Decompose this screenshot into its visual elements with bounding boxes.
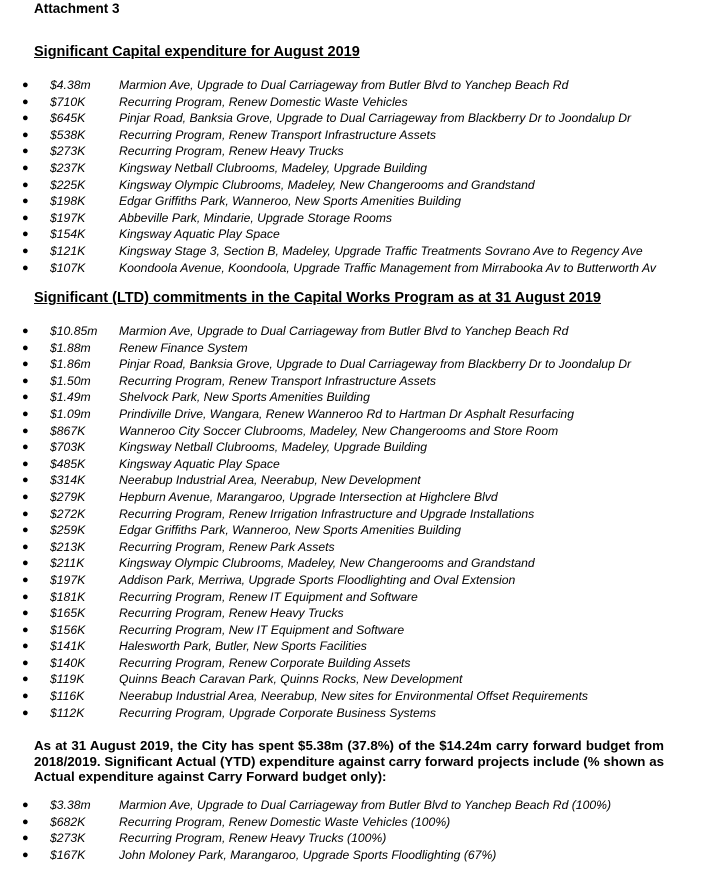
bullet-icon: • ●	[22, 540, 29, 553]
list-item	[0, 323, 705, 340]
bullet-icon: • ●	[22, 607, 29, 620]
bullet-icon: • ●	[22, 145, 29, 158]
list-item	[0, 160, 705, 177]
bullet-icon: • ●	[22, 325, 29, 337]
item-amount: $279K	[50, 489, 86, 504]
item-amount: $140K	[50, 655, 86, 670]
bullet-icon: • ●	[22, 524, 29, 537]
list-item	[0, 439, 705, 456]
item-amount: $121K	[50, 243, 86, 258]
item-amount: $867K	[50, 423, 86, 438]
item-description: Recurring Program, Renew Heavy Trucks	[119, 606, 344, 621]
list-item	[0, 423, 705, 440]
item-description: Kingsway Olympic Clubrooms, Madeley, New Changerooms and Grandstand	[119, 177, 535, 192]
item-amount: $181K	[50, 589, 86, 604]
item-amount: $197K	[50, 572, 86, 587]
bullet-icon: • ●	[22, 690, 29, 703]
item-description: Kingsway Aquatic Play Space	[119, 227, 280, 242]
list-item	[0, 389, 705, 406]
bullet-icon: • ●	[22, 195, 29, 208]
section2-heading: Significant (LTD) commitments in the Capital Works Program as at 31 August 2019	[34, 290, 601, 306]
bullet-icon: • ●	[22, 244, 29, 257]
bullet-icon: • ●	[22, 815, 29, 828]
bullet-icon: • ●	[22, 341, 29, 354]
list-item	[0, 177, 705, 194]
list-item	[0, 671, 705, 688]
bullet-icon: • ●	[22, 623, 29, 636]
item-amount: $1.86m	[50, 357, 91, 372]
item-description: Marmion Ave, Upgrade to Dual Carriageway from Butler Blvd to Yanchep Beach Rd (100%)	[119, 798, 612, 812]
bullet-icon: • ●	[22, 832, 29, 845]
list-item	[0, 814, 705, 831]
list-item	[0, 605, 705, 622]
item-description: Kingsway Netball Clubrooms, Madeley, Upgrade Building	[119, 440, 428, 455]
list-item	[0, 555, 705, 572]
item-description: Prindiville Drive, Wangara, Renew Wanneroo Rd to Hartman Dr Asphalt Resurfacing	[119, 406, 574, 421]
list-item	[0, 77, 705, 94]
section1-list	[0, 77, 705, 276]
bullet-icon: • ●	[22, 673, 29, 686]
item-description: Pinjar Road, Banksia Grove, Upgrade to Dual Carriageway from Blackberry Dr to Joondalup Dr	[119, 111, 632, 126]
bullet-icon: • ●	[22, 374, 29, 387]
item-description: Marmion Ave, Upgrade to Dual Carriageway from Butler Blvd to Yanchep Beach Rd	[119, 78, 569, 92]
item-description: Pinjar Road, Banksia Grove, Upgrade to Dual Carriageway from Blackberry Dr to Joondalup Dr	[119, 357, 632, 372]
item-description: Recurring Program, Renew Domestic Waste Vehicles	[119, 94, 408, 109]
list-item	[0, 655, 705, 672]
list-item	[0, 572, 705, 589]
item-description: Quinns Beach Caravan Park, Quinns Rocks, New Development	[119, 672, 463, 687]
item-amount: $682K	[50, 814, 86, 829]
item-amount: $3.38m	[50, 798, 91, 812]
section1-heading: Significant Capital expenditure for August 2019	[34, 44, 360, 60]
item-amount: $116K	[50, 689, 85, 704]
item-amount: $1.09m	[50, 406, 91, 421]
item-description: Kingsway Stage 3, Section B, Madeley, Upgrade Traffic Treatments Sovrano Ave to Regency Ave	[119, 243, 643, 258]
item-description: Recurring Program, Renew Heavy Trucks (100%)	[119, 831, 387, 846]
bullet-icon: • ●	[22, 424, 29, 437]
list-item	[0, 522, 705, 539]
item-description: Neerabup Industrial Area, Neerabup, New Development	[119, 473, 421, 488]
item-amount: $237K	[50, 160, 86, 175]
bullet-icon: • ●	[22, 128, 29, 141]
item-amount: $198K	[50, 194, 86, 209]
item-amount: $314K	[50, 473, 86, 488]
bullet-icon: • ●	[22, 407, 29, 420]
item-amount: $10.85m	[50, 324, 98, 338]
item-amount: $4.38m	[50, 78, 91, 92]
item-amount: $141K	[50, 639, 86, 654]
item-amount: $211K	[50, 556, 85, 571]
item-amount: $710K	[50, 94, 86, 109]
list-item	[0, 127, 705, 144]
list-item	[0, 143, 705, 160]
bullet-icon: • ●	[22, 640, 29, 653]
item-amount: $167K	[50, 847, 86, 862]
item-description: Recurring Program, Renew Transport Infrastructure Assets	[119, 127, 436, 142]
summary-paragraph: As at 31 August 2019, the City has spent $5.38m (37.8%) of the $14.24m carry forward budget from 2018/2019. Significant Actual (YTD) expenditure against carry forward projects include (% shown as Actual expenditure against Carry Forward budget only):	[34, 738, 664, 785]
list-item	[0, 210, 705, 227]
item-description: Abbeville Park, Mindarie, Upgrade Storage Rooms	[119, 210, 392, 225]
item-description: Renew Finance System	[119, 340, 248, 355]
list-item	[0, 589, 705, 606]
item-amount: $1.88m	[50, 340, 91, 355]
list-item	[0, 260, 705, 277]
item-amount: $645K	[50, 111, 86, 126]
item-description: Shelvock Park, New Sports Amenities Building	[119, 390, 370, 405]
list-item	[0, 340, 705, 357]
item-description: Edgar Griffiths Park, Wanneroo, New Sports Amenities Building	[119, 523, 462, 538]
list-item	[0, 94, 705, 111]
list-item	[0, 472, 705, 489]
attachment-label: Attachment 3	[34, 1, 120, 16]
list-item	[0, 243, 705, 260]
item-amount: $703K	[50, 440, 86, 455]
bullet-icon: • ●	[22, 507, 29, 520]
item-amount: $197K	[50, 210, 86, 225]
bullet-icon: • ●	[22, 573, 29, 586]
item-description: Recurring Program, Renew Corporate Building Assets	[119, 655, 411, 670]
item-description: Kingsway Aquatic Play Space	[119, 456, 280, 471]
list-item	[0, 489, 705, 506]
bullet-icon: • ●	[22, 178, 29, 191]
item-amount: $273K	[50, 831, 86, 846]
bullet-icon: • ●	[22, 799, 29, 811]
section2-list	[0, 323, 705, 721]
item-amount: $485K	[50, 456, 86, 471]
bullet-icon: • ●	[22, 706, 29, 719]
bullet-icon: • ●	[22, 211, 29, 224]
item-description: Halesworth Park, Butler, New Sports Facilities	[119, 639, 367, 654]
item-description: Kingsway Netball Clubrooms, Madeley, Upgrade Building	[119, 160, 428, 175]
item-description: Recurring Program, Renew Transport Infrastructure Assets	[119, 373, 436, 388]
list-item	[0, 705, 705, 722]
list-item	[0, 226, 705, 243]
item-description: Edgar Griffiths Park, Wanneroo, New Sports Amenities Building	[119, 194, 462, 209]
item-amount: $112K	[50, 705, 85, 720]
item-amount: $259K	[50, 523, 86, 538]
item-amount: $154K	[50, 227, 86, 242]
list-item	[0, 373, 705, 390]
item-amount: $1.50m	[50, 373, 91, 388]
item-description: Kingsway Olympic Clubrooms, Madeley, New Changerooms and Grandstand	[119, 556, 535, 571]
item-description: Marmion Ave, Upgrade to Dual Carriageway from Butler Blvd to Yanchep Beach Rd	[119, 324, 569, 338]
list-item	[0, 638, 705, 655]
item-amount: $273K	[50, 144, 86, 159]
bullet-icon: • ●	[22, 441, 29, 454]
bullet-icon: • ●	[22, 490, 29, 503]
list-item	[0, 456, 705, 473]
bullet-icon: • ●	[22, 95, 29, 108]
item-description: Recurring Program, Upgrade Corporate Business Systems	[119, 705, 437, 720]
item-amount: $213K	[50, 539, 86, 554]
list-item	[0, 797, 705, 814]
item-description: Recurring Program, Renew Heavy Trucks	[119, 144, 344, 159]
item-description: Recurring Program, Renew Domestic Waste Vehicles (100%)	[119, 814, 451, 829]
list-item	[0, 356, 705, 373]
bullet-icon: • ●	[22, 228, 29, 241]
item-amount: $119K	[50, 672, 85, 687]
list-item	[0, 688, 705, 705]
item-amount: $165K	[50, 606, 86, 621]
list-item	[0, 539, 705, 556]
bullet-icon: • ●	[22, 79, 29, 91]
list-item	[0, 110, 705, 127]
list-item	[0, 830, 705, 847]
item-description: Recurring Program, Renew Park Assets	[119, 539, 335, 554]
bullet-icon: • ●	[22, 474, 29, 487]
item-description: Neerabup Industrial Area, Neerabup, New sites for Environmental Offset Requirements	[119, 689, 588, 704]
bullet-icon: • ●	[22, 358, 29, 371]
item-amount: $225K	[50, 177, 86, 192]
bullet-icon: • ●	[22, 656, 29, 669]
bullet-icon: • ●	[22, 161, 29, 174]
item-description: Recurring Program, Renew Irrigation Infrastructure and Upgrade Installations	[119, 506, 535, 521]
bullet-icon: • ●	[22, 848, 29, 861]
item-description: Koondoola Avenue, Koondoola, Upgrade Traffic Management from Mirrabooka Av to Butterworth Av	[119, 260, 657, 275]
item-description: Wanneroo City Soccer Clubrooms, Madeley, New Changerooms and Store Room	[119, 423, 559, 438]
list-item	[0, 406, 705, 423]
item-amount: $156K	[50, 622, 86, 637]
item-amount: $107K	[50, 260, 86, 275]
bullet-icon: • ●	[22, 112, 29, 125]
item-description: Addison Park, Merriwa, Upgrade Sports Floodlighting and Oval Extension	[119, 572, 516, 587]
item-amount: $272K	[50, 506, 86, 521]
item-description: Recurring Program, New IT Equipment and Software	[119, 622, 405, 637]
bullet-icon: • ●	[22, 391, 29, 404]
bullet-icon: • ●	[22, 590, 29, 603]
item-amount: $538K	[50, 127, 86, 142]
bullet-icon: • ●	[22, 261, 29, 274]
list-item	[0, 847, 705, 864]
item-description: John Moloney Park, Marangaroo, Upgrade Sports Floodlighting (67%)	[119, 847, 497, 862]
bullet-icon: • ●	[22, 557, 29, 570]
item-amount: $1.49m	[50, 390, 91, 405]
bullet-icon: • ●	[22, 457, 29, 470]
list-item	[0, 506, 705, 523]
item-description: Recurring Program, Renew IT Equipment and Software	[119, 589, 418, 604]
list-item	[0, 622, 705, 639]
list-item	[0, 193, 705, 210]
section3-list	[0, 797, 705, 863]
item-description: Hepburn Avenue, Marangaroo, Upgrade Intersection at Highclere Blvd	[119, 489, 498, 504]
